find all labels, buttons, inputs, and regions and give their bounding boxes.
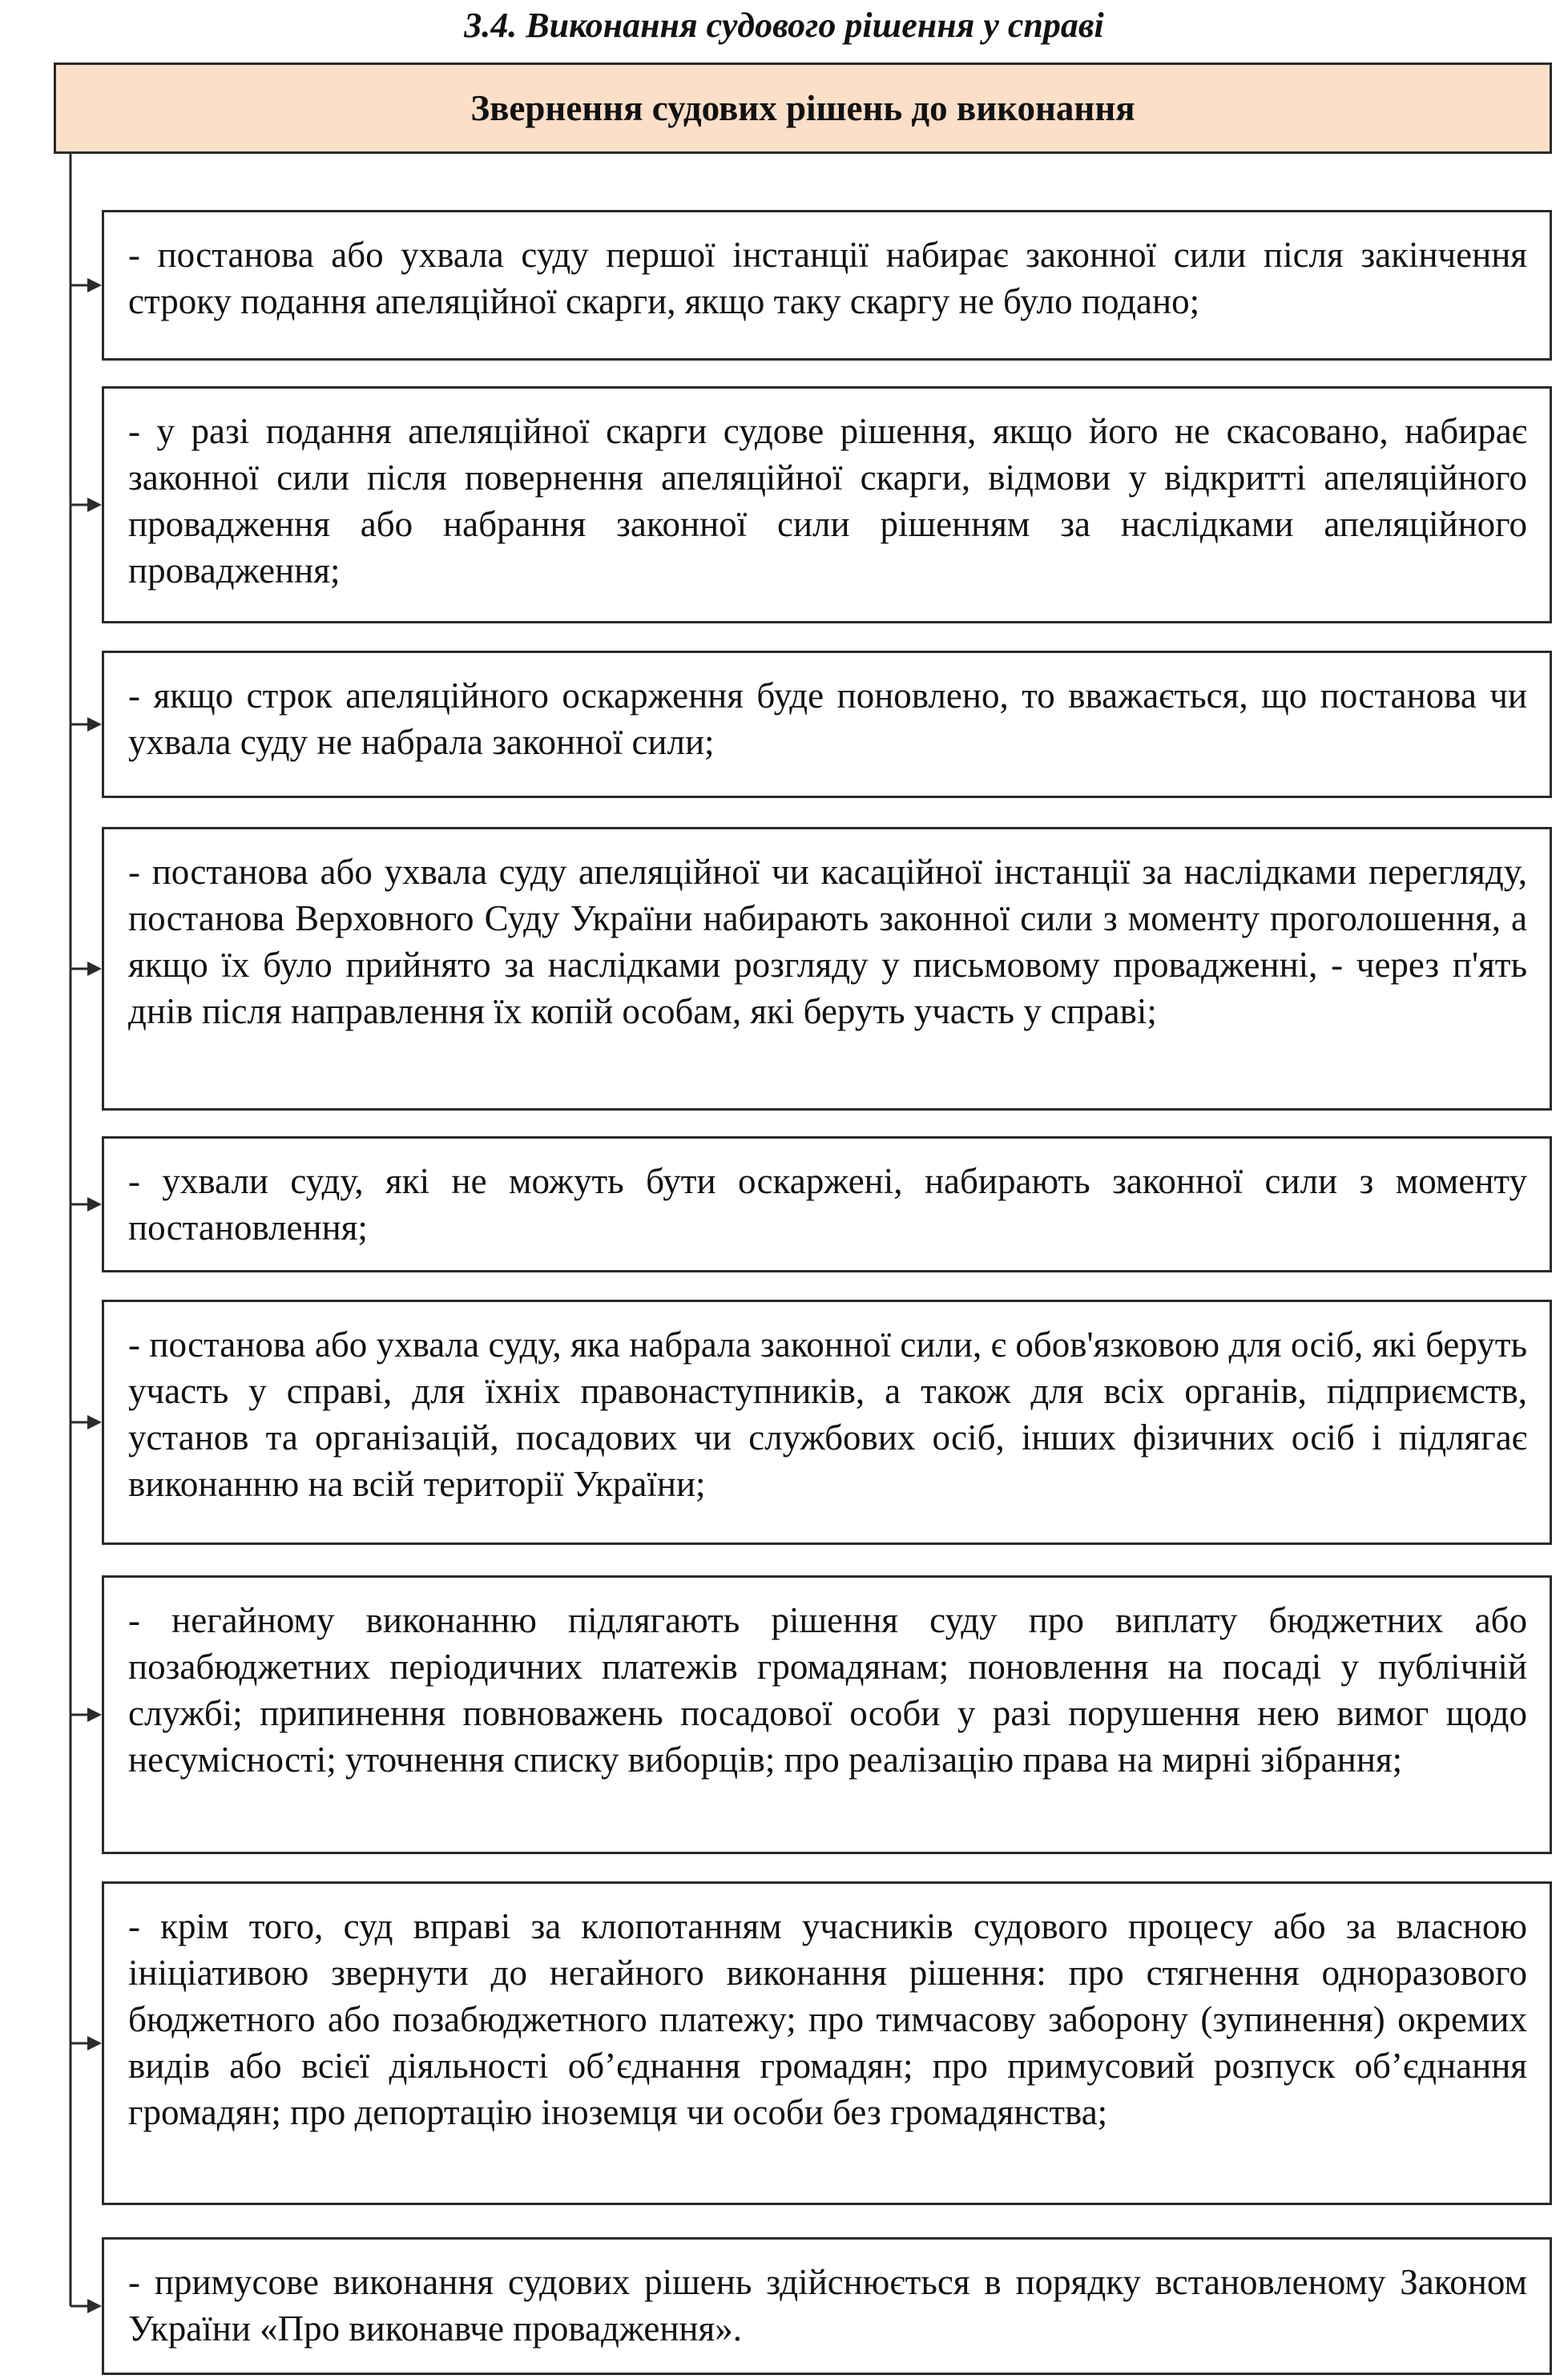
rule-text-7: - негайному виконанню підлягають рішення суду про виплату бюджетних або позабюджетних періодичних платежів громадянам; поновлення на посаді у публічній службі; припинення повноважень посадової особи у разі порушення нею вимог щодо несумісності; уточнення списку виборців; про реалізацію права на мирні зібрання; xyxy=(128,1600,1527,1780)
rule-box-7 xyxy=(102,1575,1552,1854)
arrowhead-2 xyxy=(87,498,102,512)
rule-text-3: - якщо строк апеляційного оскарження буде поновлено, то вважається, що постанова чи ухвала суду не набрала законної сили; xyxy=(128,675,1527,762)
arrowhead-8 xyxy=(87,2036,102,2050)
rule-box-5 xyxy=(102,1136,1552,1272)
rule-box-3 xyxy=(102,651,1552,798)
arrowhead-7 xyxy=(87,1708,102,1722)
arrowhead-6 xyxy=(87,1415,102,1429)
rule-box-4 xyxy=(102,827,1552,1111)
rule-box-6 xyxy=(102,1300,1552,1545)
rule-box-9 xyxy=(102,2237,1552,2375)
rule-text-2: - у разі подання апеляційної скарги судове рішення, якщо його не скасовано, набирає законної сили після повернення апеляційної скарги, відмови у відкритті апеляційного провадження або набрання законної сили рішенням за наслідками апеляційного провадження; xyxy=(128,411,1527,591)
rule-box-2 xyxy=(102,386,1552,623)
rule-text-6: - постанова або ухвала суду, яка набрала законної сили, є обов'язковою для осіб, які беруть участь у справі, для їхніх правонаступників, а також для всіх органів, підприємств, установ та організацій, посадових чи службових осіб, інших фізичних осіб і підлягає виконанню на всій території України; xyxy=(128,1325,1527,1504)
rule-text-4: - постанова або ухвала суду апеляційної чи касаційної інстанції за наслідками перегляду, постанова Верховного Суду України набирають законної сили з моменту проголошення, а якщо їх було прийнято за наслідками розгляду у письмовому провадженні, - через п'ять днів після направлення їх копій особам, які беруть участь у справі; xyxy=(128,852,1527,1031)
rule-text-1: - постанова або ухвала суду першої інстанції набирає законної сили після закінчення строку подання апеляційної скарги, якщо таку скаргу не було подано; xyxy=(128,235,1527,321)
rule-box-8 xyxy=(102,1881,1552,2205)
rule-box-1 xyxy=(102,210,1552,361)
rule-text-8: - крім того, суд вправі за клопотанням учасників судового процесу або за власною ініціативою звернути до негайного виконання рішення: про стягнення одноразового бюджетного або позабюджетного платежу; про тимчасову заборону (зупинення) окремих видів або всієї діяльності об’єднання громадян; про примусовий розпуск об’єднання громадян; про депортацію іноземця чи особи без громадянства; xyxy=(128,1906,1527,2132)
arrowhead-9 xyxy=(87,2299,102,2313)
rule-text-5: - ухвали суду, які не можуть бути оскаржені, набирають законної сили з моменту постановлення; xyxy=(128,1161,1527,1248)
arrowhead-5 xyxy=(87,1197,102,1212)
header-label: Звернення судових рішень до виконання xyxy=(470,88,1135,128)
arrowhead-4 xyxy=(87,962,102,976)
rule-text-9: - примусове виконання судових рішень здійснюється в порядку встановленому Законом України «Про виконавче провадження». xyxy=(128,2262,1527,2349)
arrowhead-1 xyxy=(87,278,102,292)
section-title: 3.4. Виконання судового рішення у справі xyxy=(464,6,1104,45)
arrowhead-3 xyxy=(87,717,102,732)
